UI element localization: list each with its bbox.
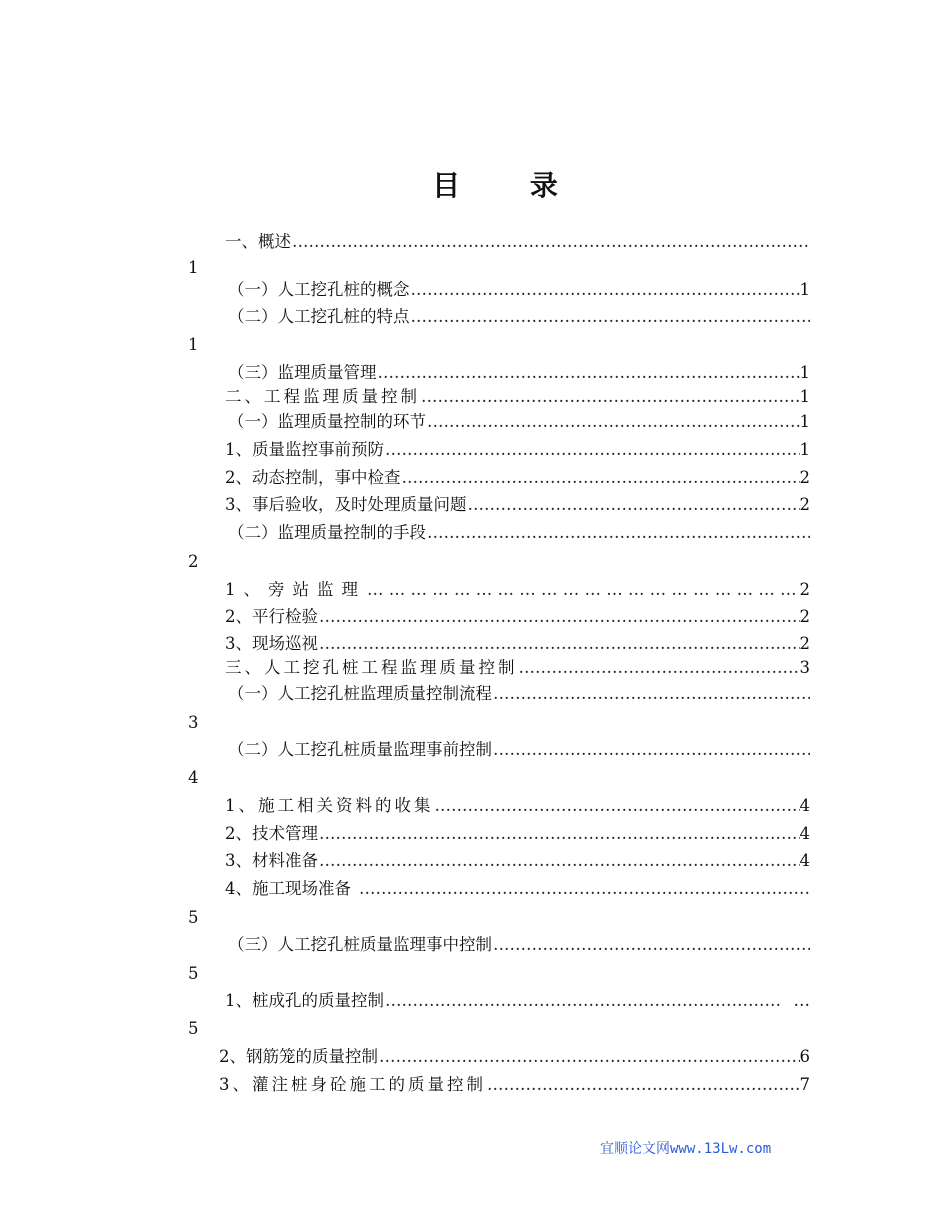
toc-entry-text: 3、材料准备 (225, 851, 318, 870)
toc-entry-page: 5 (188, 908, 199, 927)
toc-entry[interactable] (225, 822, 810, 846)
toc-entry-page: 1 (799, 387, 810, 406)
toc-leader (410, 278, 800, 302)
toc-leader (426, 410, 800, 434)
toc-entry-page: 4 (188, 768, 199, 787)
toc-entry-page: 3 (799, 658, 810, 677)
toc-entry-text: 2、动态控制，事中检查 (225, 468, 401, 487)
toc-entry[interactable] (225, 632, 810, 656)
toc-entry-text: 1、质量监控事前预防 (225, 440, 384, 459)
toc-entry-text: 2、技术管理 (225, 824, 318, 843)
toc-entry[interactable] (225, 656, 810, 680)
toc-entry-text: （二）人工挖孔桩质量监理事前控制 (228, 740, 492, 759)
toc-entry-page: 1 (799, 363, 810, 382)
toc-leader (410, 305, 811, 329)
toc-entry-page: 3 (188, 713, 199, 732)
toc-entry-page: 4 (799, 851, 810, 870)
toc-entry[interactable] (225, 385, 810, 409)
toc-leader (377, 361, 800, 385)
toc-leader (366, 578, 800, 602)
toc-entry-page: 6 (799, 1047, 810, 1066)
toc-leader (434, 794, 800, 818)
toc-entry[interactable] (228, 521, 810, 545)
toc-leader (318, 605, 800, 629)
toc-leader (291, 230, 810, 254)
toc-leader (351, 877, 810, 901)
toc-leader (378, 1045, 800, 1069)
toc-entry-page: 5 (188, 964, 199, 983)
toc-entry-text: （一）监理质量控制的环节 (228, 412, 426, 431)
toc-entry[interactable] (225, 794, 810, 818)
toc-entry-text: 二、工程监理质量控制 (225, 387, 420, 406)
toc-leader (318, 849, 800, 873)
toc-entry-text: 3、事后验收，及时处理质量问题 (225, 495, 467, 514)
toc-entry[interactable] (225, 605, 810, 629)
toc-entry-page: 2 (799, 580, 810, 599)
toc-entry-text: 3、现场巡视 (225, 634, 318, 653)
toc-entry-page: 2 (188, 552, 199, 571)
toc-entry-text: 3、灌注桩身砼施工的质量控制 (219, 1075, 486, 1094)
toc-entry[interactable] (225, 849, 810, 873)
toc-entry-page: … (793, 991, 810, 1010)
toc-leader (318, 632, 800, 656)
toc-entry-text: 三、人工挖孔桩工程监理质量控制 (225, 658, 518, 677)
toc-entry-text: （一）人工挖孔桩监理质量控制流程 (228, 684, 492, 703)
toc-entry-page: 2 (799, 607, 810, 626)
toc-entry-text: 1、施工相关资料的收集 (225, 796, 434, 815)
toc-entry[interactable] (225, 493, 810, 517)
toc-entry-page: 5 (188, 1019, 199, 1038)
toc-leader (467, 493, 800, 517)
toc-entry[interactable] (225, 438, 810, 462)
toc-entry[interactable] (225, 230, 810, 254)
page-title: 目 录 (432, 169, 588, 202)
toc-leader (492, 738, 810, 762)
toc-entry-page: 4 (799, 824, 810, 843)
toc-leader (420, 385, 800, 409)
toc-entry-page: 1 (799, 280, 810, 299)
toc-entry-text: （一）人工挖孔桩的概念 (228, 280, 410, 299)
footer-site-name: 宜顺论文网 (600, 1141, 670, 1157)
toc-entry-text: 一、概述 (225, 232, 291, 251)
toc-entry[interactable] (225, 877, 810, 901)
toc-entry-page: 2 (799, 634, 810, 653)
toc-leader (486, 1073, 800, 1097)
toc-entry-text: （二）人工挖孔桩的特点 (228, 307, 410, 326)
toc-entry-page: 1 (799, 440, 810, 459)
toc-leader (318, 822, 800, 846)
toc-leader (492, 933, 810, 957)
toc-entry-page: 1 (799, 412, 810, 431)
toc-leader (384, 989, 780, 1013)
toc-entry-page: 1 (188, 335, 199, 354)
toc-entry[interactable] (228, 738, 810, 762)
toc-entry-page: 4 (799, 796, 810, 815)
toc-entry[interactable] (228, 410, 810, 434)
toc-leader (426, 521, 810, 545)
toc-leader (492, 682, 810, 706)
toc-entry[interactable] (219, 1073, 810, 1097)
toc-entry-page: 1 (188, 258, 199, 277)
toc-entry[interactable] (228, 305, 810, 329)
toc-entry[interactable] (225, 466, 810, 490)
toc-entry-text: 4、施工现场准备 (225, 879, 351, 898)
toc-entry-page: 2 (799, 495, 810, 514)
toc-entry[interactable] (225, 989, 810, 1013)
toc-entry[interactable] (228, 933, 810, 957)
toc-entry[interactable] (228, 361, 810, 385)
toc-entry-text: （三）人工挖孔桩质量监理事中控制 (228, 935, 492, 954)
toc-leader (518, 656, 800, 680)
footer-watermark[interactable] (600, 1138, 771, 1158)
toc-leader (401, 466, 800, 490)
toc-leader (384, 438, 800, 462)
toc-entry-text: （三）监理质量管理 (228, 363, 377, 382)
toc-entry-page: 7 (799, 1075, 810, 1094)
toc-entry[interactable] (219, 1045, 810, 1069)
toc-entry-text: （二）监理质量控制的手段 (228, 523, 426, 542)
toc-entry[interactable] (225, 578, 810, 602)
toc-entry[interactable] (228, 682, 810, 706)
toc-entry-text: 1、旁站监理 (225, 580, 366, 599)
toc-entry-page: 2 (799, 468, 810, 487)
footer-url[interactable]: www.13Lw.com (670, 1141, 772, 1157)
toc-entry-text: 2、平行检验 (225, 607, 318, 626)
toc-entry[interactable] (228, 278, 810, 302)
toc-entry-text: 2、钢筋笼的质量控制 (219, 1047, 378, 1066)
toc-entry-text: 1、桩成孔的质量控制 (225, 991, 384, 1010)
